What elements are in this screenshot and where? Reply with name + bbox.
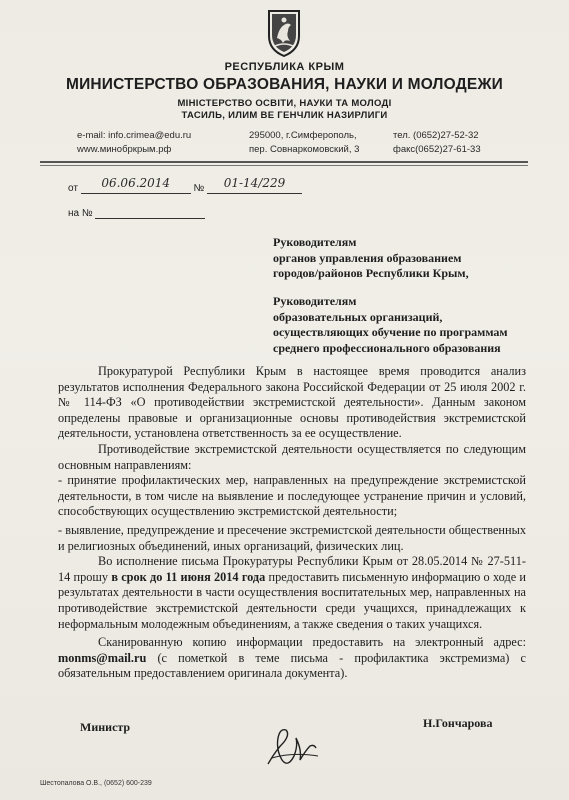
number-value: 01-14/229: [223, 176, 286, 190]
addressee-line: среднего профессионального образования: [273, 340, 501, 355]
list-item-2: - выявление, предупреждение и пресечение экстремистской деятельности общественных и религиозных объединений, иных организаций, физических лиц.: [58, 522, 526, 553]
email-text: e-mail: info.crimea@edu.ru: [77, 130, 192, 141]
paragraph-2: Противодействие экстремистской деятельности осуществляется по следующим основным направлениям:: [58, 441, 526, 472]
executor-info: Шестопалова О.В., (0652) 600-239: [40, 780, 152, 787]
number-field: [207, 176, 302, 194]
addressee-line: Руководителям: [273, 235, 357, 249]
addressee-line: органов управления образованием: [273, 250, 462, 265]
paragraph-3-text-end: предоставить письменную информацию о ходе и результатах деятельности в части осуществления воспитательных мер, направленных на противодействие экстремистской деятельности среди учащихся, принадлежащих к неформальным молодежным объединениям, а также сведения о таких учащихся.: [58, 569, 526, 631]
registration-line: [68, 176, 302, 194]
ministry-title: МИНИСТЕРСТВО ОБРАЗОВАНИЯ, НАУКИ И МОЛОДЕЖИ: [65, 76, 504, 93]
paragraph-4: [58, 635, 526, 682]
reply-line: [68, 207, 205, 219]
addressee-line: образовательных организаций,: [273, 309, 443, 324]
number-label: №: [193, 183, 205, 194]
addressee-block-1: [273, 235, 543, 282]
paragraph-1: Прокуратурой Республики Крым в настоящее время проводится анализ результатов исполнения Федерального закона Российской Федерации от 25 июля 2002 г. № 114-ФЗ «О противодействии экстремистской деятельности». Данным законом определены правовые и организационные основы противодействия экстремистской деятельности, установлена ответственность за ее осуществление.: [58, 364, 526, 441]
addressee-line: Руководителям: [273, 294, 357, 308]
postal-text: 295000, г.Симферополь,: [249, 130, 357, 141]
coat-of-arms-icon: [266, 8, 302, 58]
date-value: 06.06.2014: [101, 176, 171, 190]
header-divider-thin: [40, 165, 528, 166]
signatory-name: Н.Гончарова: [423, 716, 493, 730]
street-text: пер. Совнаркомовский, 3: [249, 144, 360, 155]
reply-field: [95, 207, 205, 219]
signatory-title: Министр: [80, 720, 131, 734]
date-label: от: [68, 183, 78, 194]
list-item-1: - принятие профилактических мер, направленных на предупреждение экстремистской деятельности, в том числе на выявление и последующее устранение причин и условий, способствующих осуществлению экстремистской деятельности;: [58, 473, 526, 519]
contacts-address: [249, 129, 359, 157]
deadline-text: в срок до 11 июня 2014 года: [111, 569, 266, 584]
header-divider: [40, 161, 528, 163]
contact-email: monms@mail.ru: [58, 650, 147, 665]
tel-text: тел. (0652)27-52-32: [393, 130, 479, 141]
paragraph-4-text-end: (с пометкой в теме письма - профилактика экстремизма) с обязательным предоставлением оригинала документа).: [58, 650, 526, 681]
ministry-title-ct: ТАСИЛЬ, ИЛИМ ВЕ ГЕНЧЛИК НАЗИРЛИГИ: [181, 110, 388, 121]
paragraph-3: [58, 554, 526, 632]
paragraph-4-text: Сканированную копию информации предоставить на электронный адрес:: [98, 635, 526, 650]
contacts-web: [77, 129, 191, 157]
handwritten-signature-icon: [262, 720, 322, 772]
date-field: [81, 176, 191, 194]
addressee-line: городов/районов Республики Крым,: [273, 266, 469, 280]
website-text: www.минобркрым.рф: [77, 144, 172, 155]
reply-label: на №: [68, 208, 93, 219]
contacts-phone: [393, 129, 481, 157]
fax-text: факс(0652)27-61-33: [393, 144, 481, 155]
paragraph-3-text: Во исполнение письма Прокуратуры Республики Крым от 28.05.2014 № 27-511-14 прошу: [58, 554, 526, 584]
republic-title: РЕСПУБЛИКА КРЫМ: [224, 61, 345, 73]
addressee-block-2: [273, 294, 543, 356]
addressee-line: осуществляющих обучение по программам: [273, 325, 508, 339]
letter-body: [58, 364, 526, 682]
ministry-title-ua: МІНІСТЕРСТВО ОСВІТИ, НАУКИ ТА МОЛОДІ: [177, 98, 392, 109]
